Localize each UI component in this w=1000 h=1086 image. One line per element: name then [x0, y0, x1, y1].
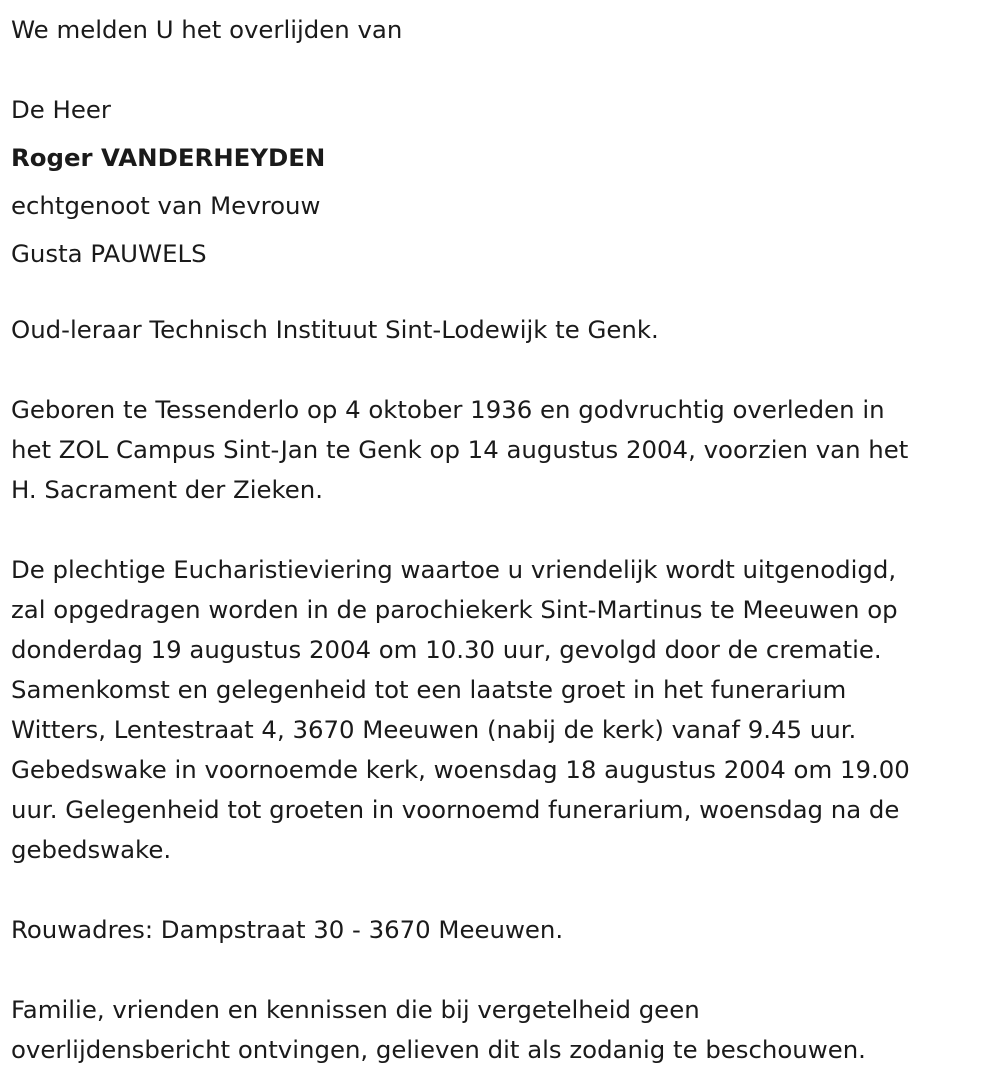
- birth-death-line: het ZOL Campus Sint-Jan te Genk op 14 augustus 2004, voorzien van het: [11, 435, 909, 464]
- ceremony-line: uur. Gelegenheid tot groeten in voornoemd funerarium, woensdag na de: [11, 795, 900, 824]
- ceremony-line: gebedswake.: [11, 835, 172, 864]
- ceremony-line: De plechtige Eucharistieviering waartoe u vriendelijk wordt uitgenodigd,: [11, 555, 897, 584]
- occupation-block: [11, 310, 990, 350]
- intro-text: We melden U het overlijden van: [11, 15, 403, 44]
- address-text: Rouwadres: Dampstraat 30 - 3670 Meeuwen.: [11, 915, 564, 944]
- closing-block: [11, 990, 990, 1070]
- spouse-prefix: echtgenoot van Mevrouw: [11, 191, 321, 220]
- occupation-text: Oud-leraar Technisch Instituut Sint-Lodewijk te Genk.: [11, 315, 659, 344]
- ceremony-line: Witters, Lentestraat 4, 3670 Meeuwen (nabij de kerk) vanaf 9.45 uur.: [11, 715, 857, 744]
- ceremony-line: zal opgedragen worden in de parochiekerk Sint-Martinus te Meeuwen op: [11, 595, 898, 624]
- ceremony-line: Gebedswake in voornoemde kerk, woensdag 18 augustus 2004 om 19.00: [11, 755, 910, 784]
- ceremony-line: Samenkomst en gelegenheid tot een laatste groet in het funerarium: [11, 675, 847, 704]
- birth-death-block: [11, 390, 990, 510]
- deceased-title: De Heer: [11, 95, 111, 124]
- closing-line: Familie, vrienden en kennissen die bij vergetelheid geen: [11, 995, 700, 1024]
- deceased-name: Roger VANDERHEYDEN: [11, 143, 326, 172]
- spouse-name: Gusta PAUWELS: [11, 239, 207, 268]
- ceremony-block: [11, 550, 990, 870]
- deceased-block: [11, 86, 990, 278]
- address-block: [11, 910, 990, 950]
- birth-death-line: Geboren te Tessenderlo op 4 oktober 1936 en godvruchtig overleden in: [11, 395, 885, 424]
- ceremony-line: donderdag 19 augustus 2004 om 10.30 uur, gevolgd door de crematie.: [11, 635, 882, 664]
- closing-line: overlijdensbericht ontvingen, gelieven dit als zodanig te beschouwen.: [11, 1035, 866, 1064]
- intro-block: [11, 6, 990, 54]
- birth-death-line: H. Sacrament der Zieken.: [11, 475, 324, 504]
